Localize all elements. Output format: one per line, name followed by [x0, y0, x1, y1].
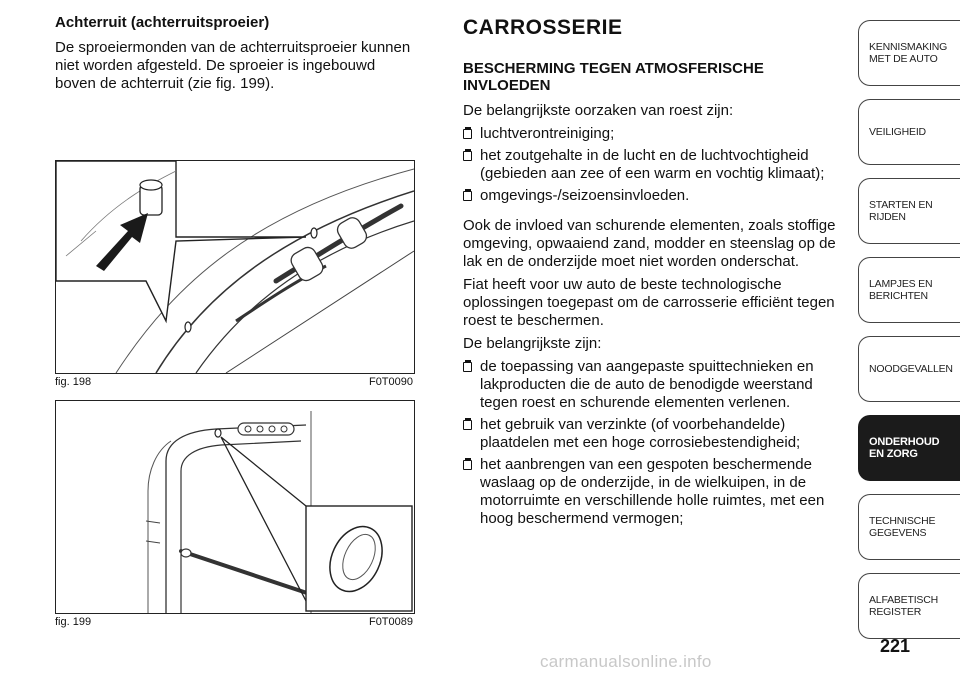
- right-column: [463, 16, 843, 536]
- bullet-icon: [463, 420, 472, 430]
- list-item: het gebruik van verzinkte (of voorbehandelde) plaatdelen met een hoge corrosiebestendigheid;: [463, 416, 843, 452]
- figure-199-illustration: [55, 400, 415, 614]
- watermark: carmanualsonline.info: [540, 652, 712, 671]
- figure-199-code: F0T0089: [368, 616, 413, 628]
- tab-alfabetisch-register[interactable]: ALFABETISCH REGISTER: [858, 573, 960, 639]
- figure-198-illustration: [55, 160, 415, 374]
- figure-198: [55, 160, 413, 392]
- measures-intro: De belangrijkste zijn:: [463, 335, 602, 352]
- causes-intro: De belangrijkste oorzaken van roest zijn:: [463, 102, 734, 119]
- rear-window-nozzle-drawing: [56, 401, 414, 613]
- bullet-icon: [463, 129, 472, 139]
- fiat-paragraph: Fiat heeft voor uw auto de beste technologische oplossingen toegepast om de carrosserie efficiënt tegen roest te beschermen.: [463, 276, 835, 329]
- figure-198-code: F0T0090: [368, 376, 413, 388]
- tab-veiligheid[interactable]: VEILIGHEID: [858, 99, 960, 165]
- tab-technische-gegevens[interactable]: TECHNISCHE GEGEVENS: [858, 494, 960, 560]
- tab-onderhoud-en-zorg[interactable]: ONDERHOUD EN ZORG: [858, 415, 960, 481]
- abrasion-paragraph: Ook de invloed van schurende elementen, zoals stoffige omgeving, opwaaiend zand, modder en steenslag op de lak en de onderzijde moet niet worden onderschat.: [463, 217, 836, 270]
- list-item: luchtverontreiniging;: [463, 125, 843, 143]
- left-column: [55, 14, 420, 101]
- causes-list: [463, 125, 843, 205]
- tab-lampjes-en-berichten[interactable]: LAMPJES EN BERICHTEN: [858, 257, 960, 323]
- list-item: het aanbrengen van een gespoten beschermende waslaag op de onderzijde, in de wielkuipen, in de motorruimte en verschillende holle ruimtes, met een hoog beschermend vermogen;: [463, 456, 843, 528]
- page-number: 221: [880, 636, 911, 656]
- bullet-icon: [463, 362, 472, 372]
- page-title: CARROSSERIE: [463, 16, 623, 39]
- list-item: het zoutgehalte in de lucht en de luchtvochtigheid (gebieden aan zee of een warm en vochtig klimaat);: [463, 147, 843, 183]
- bullet-icon: [463, 460, 472, 470]
- figure-198-label: fig. 198: [55, 376, 92, 388]
- measures-list: [463, 358, 843, 528]
- figure-199-label: fig. 199: [55, 616, 92, 628]
- bullet-icon: [463, 151, 472, 161]
- list-item: omgevings-/seizoensinvloeden.: [463, 187, 843, 205]
- subsection-heading: Achterruit (achterruitsproeier): [55, 14, 270, 31]
- rear-washer-nozzle-drawing: [56, 161, 414, 373]
- figure-199: [55, 400, 413, 632]
- tab-noodgevallen[interactable]: NOODGEVALLEN: [858, 336, 960, 402]
- tab-starten-en-rijden[interactable]: STARTEN EN RIJDEN: [858, 178, 960, 244]
- tab-kennismaking[interactable]: KENNISMAKING MET DE AUTO: [858, 20, 960, 86]
- bullet-icon: [463, 191, 472, 201]
- intro-paragraph: De sproeiermonden van de achterruitsproeier kunnen niet worden afgesteld. De sproeier is ingebouwd boven de achterruit (zie fig. 199).: [55, 39, 411, 92]
- section-heading: BESCHERMING TEGEN ATMOSFERISCHE INVLOEDEN: [463, 60, 764, 94]
- list-item: de toepassing van aangepaste spuittechnieken en lakproducten die de auto de benodigde weerstand tegen roest en schurende elementen verlenen.: [463, 358, 843, 412]
